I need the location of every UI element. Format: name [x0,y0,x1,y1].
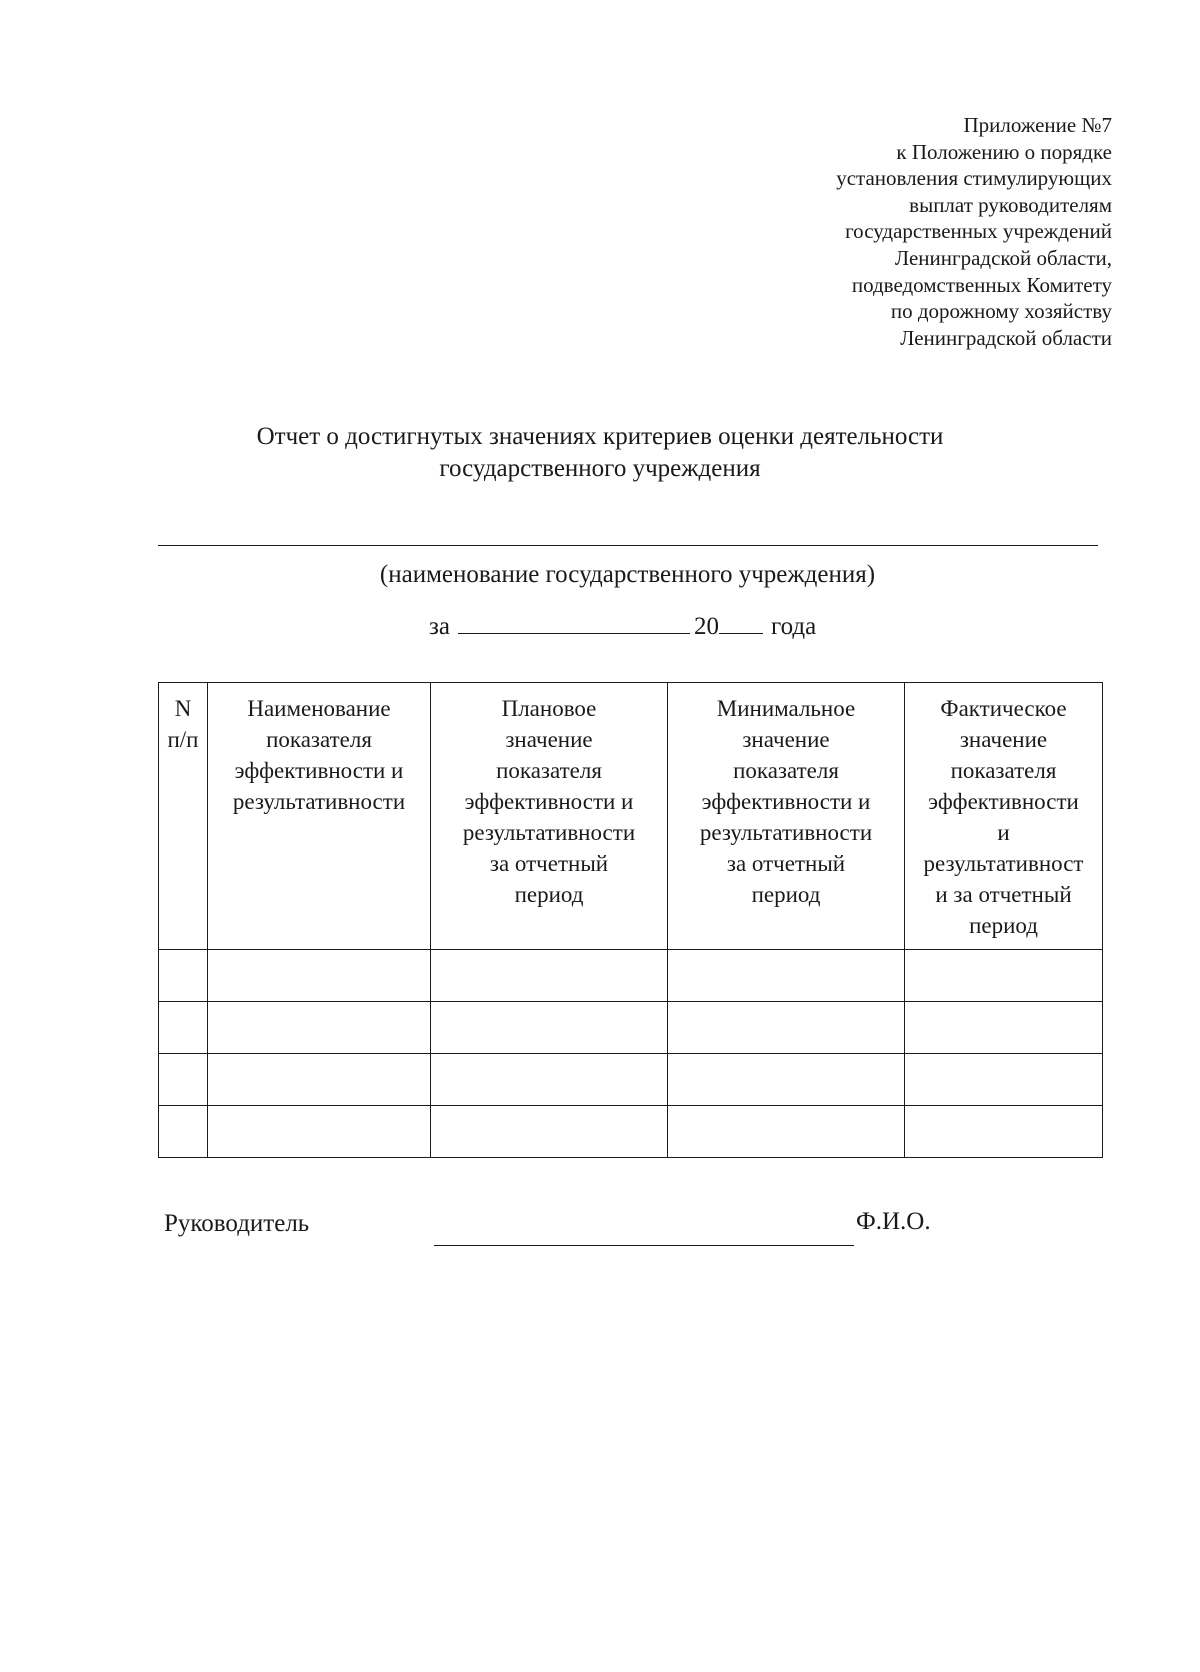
table-row [159,1054,1103,1106]
appendix-line: государственных учреждений [845,219,1112,244]
report-title-line: государственного учреждения [439,455,761,482]
table-cell[interactable] [668,1106,905,1158]
appendix-line: по дорожному хозяйству [890,299,1112,324]
period-prefix: за [429,613,450,640]
table-cell[interactable] [905,950,1103,1002]
report-title [150,421,1050,485]
table-cell[interactable] [668,1054,905,1106]
table-header-row [159,683,1103,950]
appendix-line: Приложение №7 [963,113,1112,137]
table-cell[interactable] [159,1106,208,1158]
period-suffix: года [770,613,817,640]
appendix-line: установления стимулирующих [836,166,1112,191]
table-cell[interactable] [431,950,668,1002]
appendix-line: к Положению о порядке [896,139,1112,164]
header-minimum-value: Минимальное значение показателя эффективности и результативности за отчетный период [668,683,905,950]
table-row [159,1002,1103,1054]
appendix-line: выплат руководителям [909,192,1112,217]
institution-name-line[interactable] [158,545,1098,546]
appendix-block [836,112,1112,351]
appendix-line: Ленинградской области [900,325,1112,350]
appendix-line: подведомственных Комитету [851,272,1112,297]
table-cell[interactable] [159,1054,208,1106]
table-cell[interactable] [159,950,208,1002]
table-cell[interactable] [668,950,905,1002]
table-cell[interactable] [208,950,431,1002]
table-cell[interactable] [208,1002,431,1054]
header-number: N п/п [159,683,208,950]
year-blank[interactable] [719,609,763,634]
table-cell[interactable] [431,1106,668,1158]
table-cell[interactable] [905,1106,1103,1158]
header-indicator-name: Наименование показателя эффективности и результативности [208,683,431,950]
indicators-table [158,682,1103,1158]
table-cell[interactable] [668,1002,905,1054]
table-cell[interactable] [905,1002,1103,1054]
header-actual-value: Фактическое значение показателя эффективности и результативност и за отчетный период [905,683,1103,950]
signature-fio: Ф.И.О. [856,1208,931,1235]
report-title-line: Отчет о достигнутых значениях критериев оценки деятельности [256,423,944,450]
table-row [159,950,1103,1002]
institution-name-caption: (наименование государственного учреждения) [379,561,876,588]
table-cell[interactable] [208,1106,431,1158]
table-row [159,1106,1103,1158]
period-year-prefix: 20 [693,613,719,640]
period-line [429,609,816,642]
appendix-line: Ленинградской области, [894,245,1112,270]
table-cell[interactable] [208,1054,431,1106]
table-cell[interactable] [905,1054,1103,1106]
header-planned-value: Плановое значение показателя эффективности и результативности за отчетный период [431,683,668,950]
signature-label: Руководитель [164,1210,310,1237]
table-cell[interactable] [431,1002,668,1054]
table-cell[interactable] [159,1002,208,1054]
table-cell[interactable] [431,1054,668,1106]
signature-line[interactable] [434,1245,854,1246]
period-blank[interactable] [458,609,690,634]
